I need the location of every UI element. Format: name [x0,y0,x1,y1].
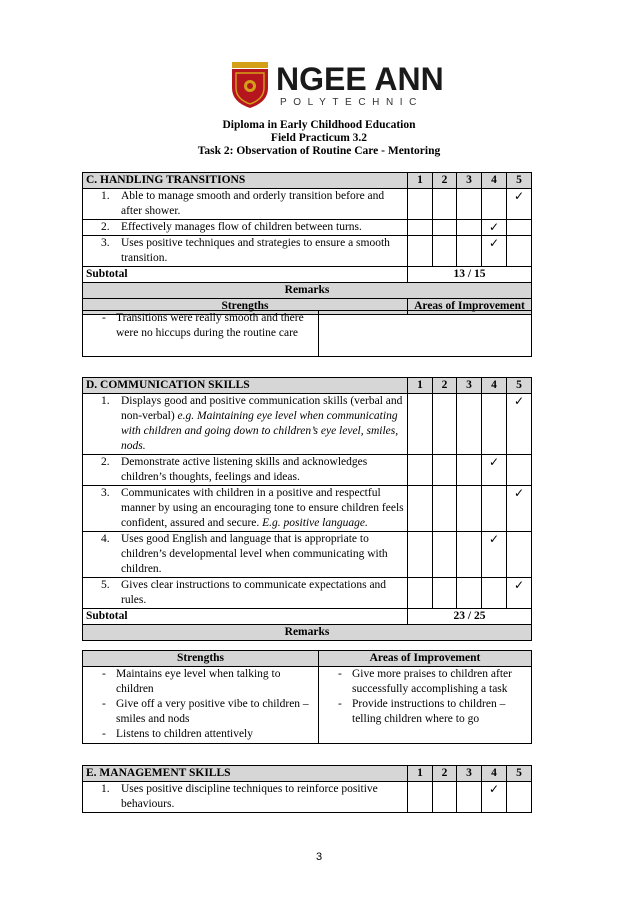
section-c-item-3 [83,236,532,267]
section-c-remarks-row [83,283,532,299]
section-d-item-2 [83,455,532,486]
section-d-item-3 [83,486,532,532]
section-e-header [83,766,532,782]
improvement-item: - Provide instructions to children – telling children where to go [338,698,506,725]
item-number: 3. [101,237,110,249]
section-c-title: C. HANDLING TRANSITIONS [83,173,408,189]
logo-sub-text: POLYTECHNIC [280,97,423,108]
section-d-title: D. COMMUNICATION SKILLS [83,378,408,394]
scale-4: 4 [482,173,507,189]
item-text: Uses positive discipline techniques to reinforce positive behaviours. [121,783,378,810]
scale-2: 2 [433,173,457,189]
checkmark-icon: ✓ [482,455,507,486]
remarks-label: Remarks [83,283,532,299]
heading-practicum: Field Practicum 3.2 [270,132,368,144]
crest-icon [232,62,268,108]
strength-item: - Transitions were really smooth and there were no hiccups during the routine care [102,312,304,339]
section-c-item-1 [83,189,532,220]
section-e-title: E. MANAGEMENT SKILLS [83,766,408,782]
page-number: 3 [315,851,323,863]
checkmark-icon: ✓ [482,532,507,578]
item-number: 4. [101,533,110,545]
strength-item: - Listens to children attentively [102,728,254,740]
improvement-label: Areas of Improvement [319,651,532,667]
item-number: 3. [101,487,110,499]
heading-diploma: Diploma in Early Childhood Education [222,119,416,131]
section-c-table [82,172,532,315]
remarks-label: Remarks [83,625,532,641]
item-text: Effectively manages flow of children between turns. [121,221,362,233]
section-e-table [82,765,532,813]
section-d-remarks-table [82,650,532,744]
section-d-item-5 [83,578,532,609]
strengths-label: Strengths [83,299,408,315]
item-number: 2. [101,456,110,468]
scale-3: 3 [457,173,482,189]
scale-1: 1 [408,766,433,782]
section-c-subtotal: 13 / 15 [408,267,532,283]
scale-2: 2 [433,378,457,394]
section-c-header [83,173,532,189]
item-number: 1. [101,190,110,202]
section-d-header [83,378,532,394]
checkmark-icon: ✓ [507,394,532,455]
scale-3: 3 [457,378,482,394]
strength-item: - Give off a very positive vibe to children – smiles and nods [102,698,309,725]
scale-2: 2 [433,766,457,782]
scale-1: 1 [408,173,433,189]
section-d-remarks-row [83,625,532,641]
strengths-label: Strengths [83,651,319,667]
checkmark-icon: ✓ [507,189,532,220]
item-text: Gives clear instructions to communicate expectations and rules. [121,579,387,606]
strength-item: - Maintains eye level when talking to children [102,668,281,695]
subtotal-label: Subtotal [83,609,408,625]
item-text: Displays good and positive communication skills (verbal and non-verbal) e.g. Maintaining eye level when communicating with children and going down to children’s eye level, smiles, nods. [121,395,403,452]
item-text: Able to manage smooth and orderly transition before and after shower. [121,190,385,217]
improvement-item: - Give more praises to children after successfully accomplishing a task [338,668,512,695]
section-d-remarks-header [83,651,532,667]
section-d-table [82,377,532,641]
section-c-remarks-content [83,311,532,357]
scale-5: 5 [507,766,532,782]
item-number: 1. [101,783,110,795]
checkmark-icon: ✓ [507,578,532,609]
checkmark-icon: ✓ [507,486,532,532]
scale-4: 4 [482,378,507,394]
section-c-item-2 [83,220,532,236]
checkmark-icon: ✓ [482,220,507,236]
heading-task: Task 2: Observation of Routine Care - Mentoring [197,145,441,157]
subtotal-label: Subtotal [83,267,408,283]
scale-4: 4 [482,766,507,782]
item-number: 1. [101,395,110,407]
scale-5: 5 [507,378,532,394]
section-c-improvements [319,311,532,357]
section-e-item-1 [83,782,532,813]
item-text: Communicates with children in a positive and respectful manner by using an encouraging tone to ensure children feels confident, assured and secure. E.g. positive language. [121,487,404,529]
section-d-subtotal: 23 / 25 [408,609,532,625]
logo-brand-text: NGEE ANN [276,61,444,97]
item-number: 5. [101,579,110,591]
section-c-remarks-table [82,310,532,357]
item-number: 2. [101,221,110,233]
ngee-ann-logo [232,61,444,112]
section-d-remarks-content [83,667,532,744]
item-text: Demonstrate active listening skills and acknowledges children’s thoughts, feelings and ideas. [121,456,368,483]
improvement-label: Areas of Improvement [408,299,532,315]
item-text: Uses positive techniques and strategies to ensure a smooth transition. [121,237,390,264]
scale-3: 3 [457,766,482,782]
section-d-item-4 [83,532,532,578]
section-d-item-1 [83,394,532,455]
checkmark-icon: ✓ [482,782,507,813]
checkmark-icon: ✓ [482,236,507,267]
section-c-subtotal-row [83,267,532,283]
scale-1: 1 [408,378,433,394]
item-text: Uses good English and language that is appropriate to children’s developmental level when communicating with children. [121,533,388,575]
scale-5: 5 [507,173,532,189]
section-d-subtotal-row [83,609,532,625]
